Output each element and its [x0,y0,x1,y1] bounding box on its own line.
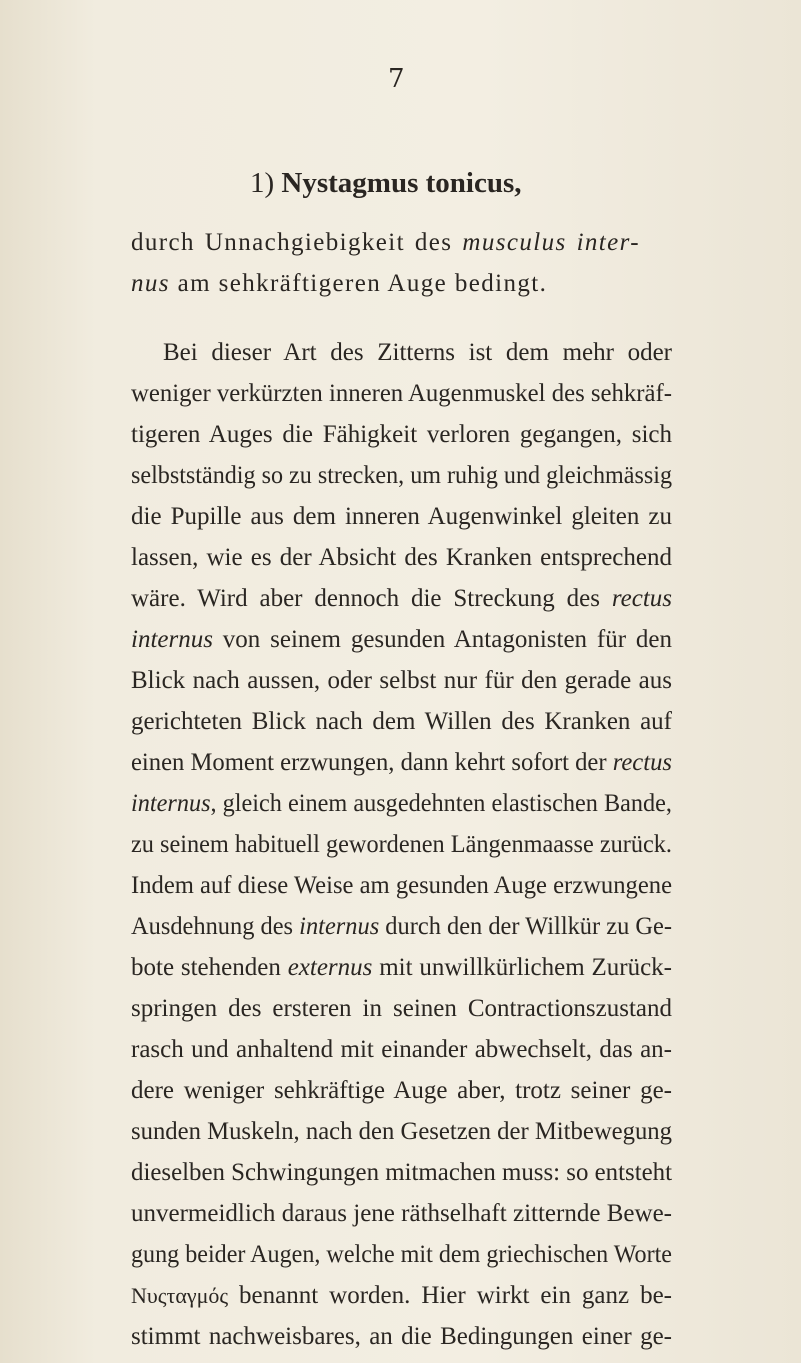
page-number: 7 [388,64,405,94]
section-number: 1) [250,167,275,199]
greek-word: Νυςταγμός [131,1283,229,1308]
section-heading [250,166,522,200]
section-title: Nystagmus tonicus, [281,167,522,199]
book-page: 7 1) Nystagmus tonicus, durch Unnachgiebigkeit des musculus inter- nus am sehkräftigeren Auge bedingt. Bei dieser Art des Zitterns ist dem mehr oder weniger verkürzten inneren Augenmuskel des sehkräf- tigeren Auges die Fähigkeit verloren gegangen, sich selbstständig so zu strecken, um ruhig und gleichmässig die Pupille aus dem inneren Augenwinkel gleiten zu lassen, wie es der Absicht des Kranken entsprechend wäre. Wird aber dennoch die Streckung des rectus internus von seinem gesunden Antagonisten für den Blick nach aussen, oder selbst nur für den gerade aus gerichteten Blick nach dem Willen des Kranken auf einen Moment erzwungen, dann kehrt sofort der rectus internus, gleich einem ausgedehnten elastischen Bande, zu seinem habituell gewordenen Längenmaasse zurück. Indem auf diese Weise am gesunden Auge erzwungene Ausdehnung des internus durch den der Willkür zu Ge- bote stehenden externus mit unwillkürlichem Zurück- springen des ersteren in seinen Contractionszustand rasch und anhaltend mit einander abwechselt, das an- dere weniger sehkräftige Auge aber, trotz seiner ge- sunden Muskeln, nach den Gesetzen der Mitbewegung dieselben Schwingungen mitmachen muss: so entsteht unvermeidlich daraus jene räthselhaft zitternde Bewe- gung beider Augen, welche mit dem griechischen Worte Νυςταγμός benannt worden. Hier wirkt ein ganz be- stimmt nachweisbares, an die Bedingungen einer ge- [0,0,801,1363]
